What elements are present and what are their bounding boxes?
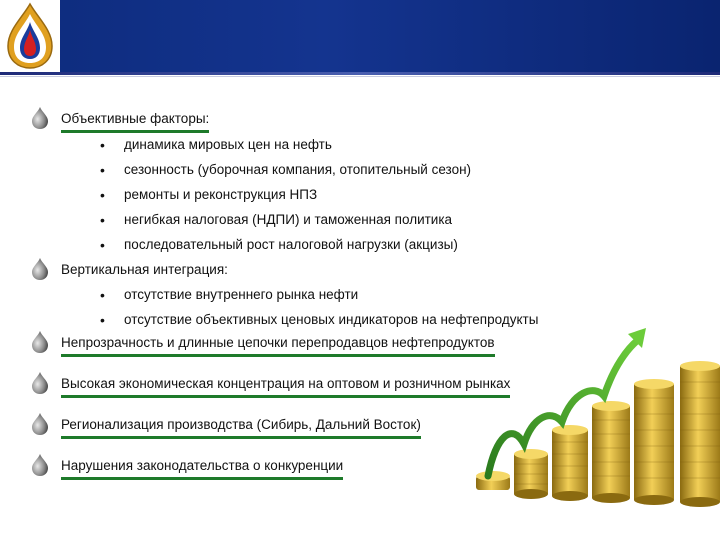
sub-bullet: •	[100, 312, 105, 328]
header-bar	[0, 0, 720, 72]
sub-item: сезонность (уборочная компания, отопительный сезон)	[124, 162, 472, 177]
sub-item: последовательный рост налоговой нагрузки (акцизы)	[124, 237, 458, 252]
factor-regionalization: Регионализация производства (Сибирь, Дальний Восток)	[61, 416, 421, 439]
drop-bullet-icon	[30, 106, 50, 130]
factor-vertical-integration: Вертикальная интеграция:	[61, 262, 228, 277]
sub-bullet: •	[100, 187, 105, 203]
sub-item: отсутствие объективных ценовых индикаторов на нефтепродукты	[124, 312, 539, 327]
coin-stack	[552, 425, 588, 501]
coin-stack	[680, 361, 720, 507]
logo	[0, 0, 60, 72]
factor-competition-violations: Нарушения законодательства о конкуренции	[61, 457, 343, 480]
sub-item: ремонты и реконструкция НПЗ	[124, 187, 318, 202]
drop-bullet-icon	[30, 257, 50, 281]
header-rule	[0, 72, 720, 75]
drop-bullet-icon	[30, 330, 50, 354]
coin-stack	[592, 401, 630, 503]
drop-bullet-icon	[30, 453, 50, 477]
oil-drop-logo-icon	[0, 0, 60, 72]
coin-stack	[476, 471, 510, 490]
factor-objective: Объективные факторы:	[61, 110, 209, 133]
growth-coins-illustration	[460, 326, 720, 536]
sub-bullet: •	[100, 162, 105, 178]
header-rule-thin	[0, 76, 720, 77]
sub-item: отсутствие внутреннего рынка нефти	[124, 287, 359, 302]
sub-item: динамика мировых цен на нефть	[124, 137, 332, 152]
sub-item: негибкая налоговая (НДПИ) и таможенная политика	[124, 212, 453, 227]
sub-bullet: •	[100, 212, 105, 228]
factor-economic-concentration: Высокая экономическая концентрация на оптовом и розничном рынках	[61, 375, 510, 398]
sub-bullet: •	[100, 287, 105, 303]
drop-bullet-icon	[30, 412, 50, 436]
factor-opacity-chains: Непрозрачность и длинные цепочки перепродавцов нефтепродуктов	[61, 334, 495, 357]
sub-bullet: •	[100, 237, 105, 253]
drop-bullet-icon	[30, 371, 50, 395]
sub-bullet: •	[100, 137, 105, 153]
